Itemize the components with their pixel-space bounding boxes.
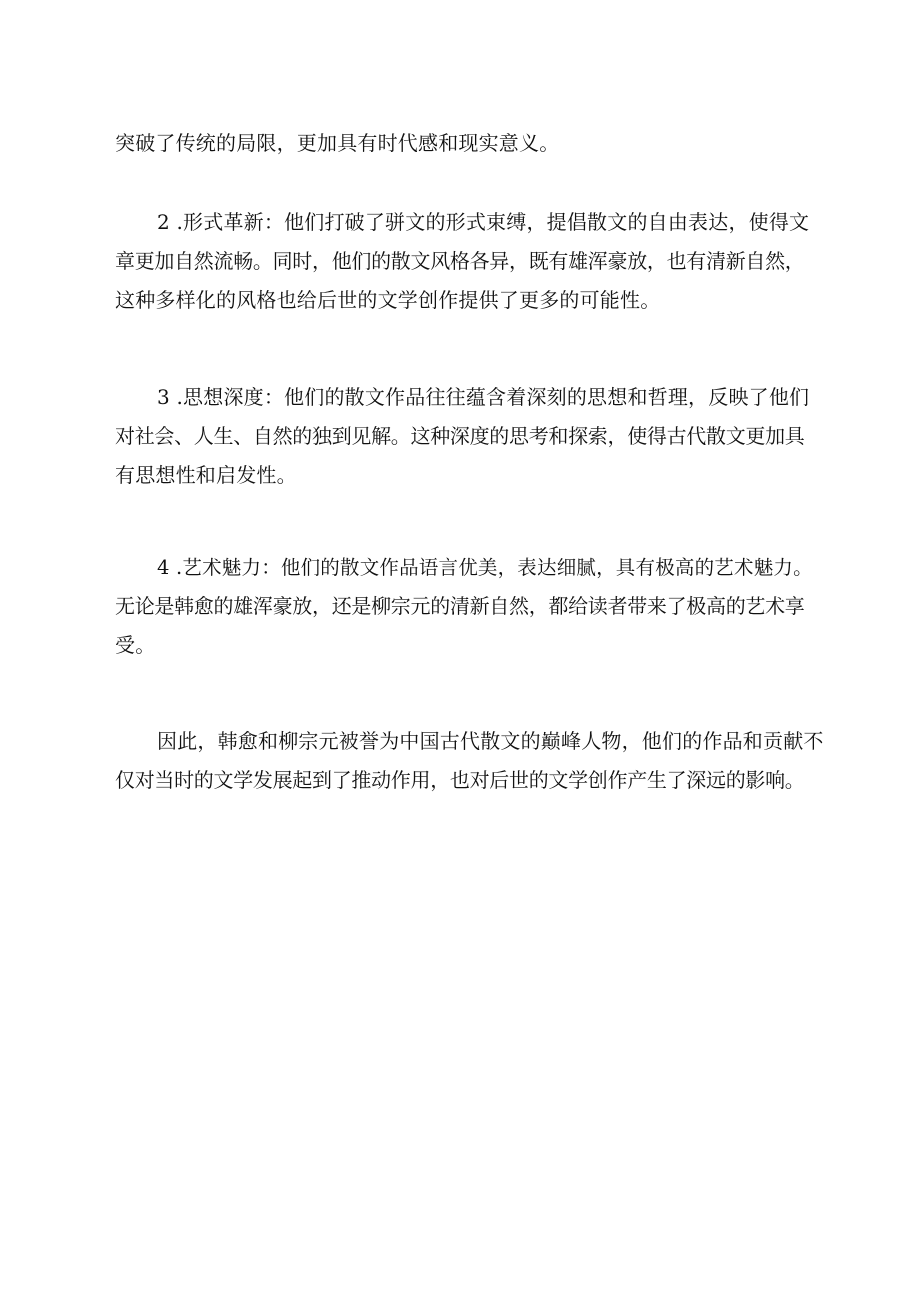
paragraph-line: 章更加自然流畅。同时，他们的散文风格各异，既有雄浑豪放，也有清新自然， (115, 249, 805, 273)
paragraph-line: 受。 (115, 633, 156, 657)
paragraph-line: 4 .艺术魅力：他们的散文作品语言优美，表达细腻，具有极高的艺术魅力。 (157, 556, 813, 579)
paragraph-artistic-charm (115, 548, 827, 665)
paragraph-form-innovation (115, 203, 827, 320)
paragraph-line: 2 .形式革新：他们打破了骈文的形式束缚，提倡散文的自由表达，使得文 (157, 210, 810, 234)
paragraph-line: 因此，韩愈和柳宗元被誉为中国古代散文的巅峰人物，他们的作品和贡献不 (157, 729, 824, 753)
paragraph-continuation (115, 124, 827, 163)
paragraph-depth-of-thought (115, 378, 827, 495)
paragraph-line: 对社会、人生、自然的独到见解。这种深度的思考和探索，使得古代散文更加具 (115, 424, 805, 448)
paragraph-line: 3 .思想深度：他们的散文作品往往蕴含着深刻的思想和哲理，反映了他们 (157, 385, 810, 409)
paragraph-line: 这种多样化的风格也给后世的文学创作提供了更多的可能性。 (115, 288, 661, 312)
paragraph-line: 有思想性和启发性。 (115, 463, 297, 487)
paragraph-line: 仅对当时的文学发展起到了推动作用，也对后世的文学创作产生了深远的影响。 (115, 768, 805, 792)
paragraph-conclusion (115, 722, 827, 800)
paragraph-line: 突破了传统的局限，更加具有时代感和现实意义。 (115, 131, 560, 155)
paragraph-line: 无论是韩愈的雄浑豪放，还是柳宗元的清新自然，都给读者带来了极高的艺术享 (115, 594, 805, 618)
